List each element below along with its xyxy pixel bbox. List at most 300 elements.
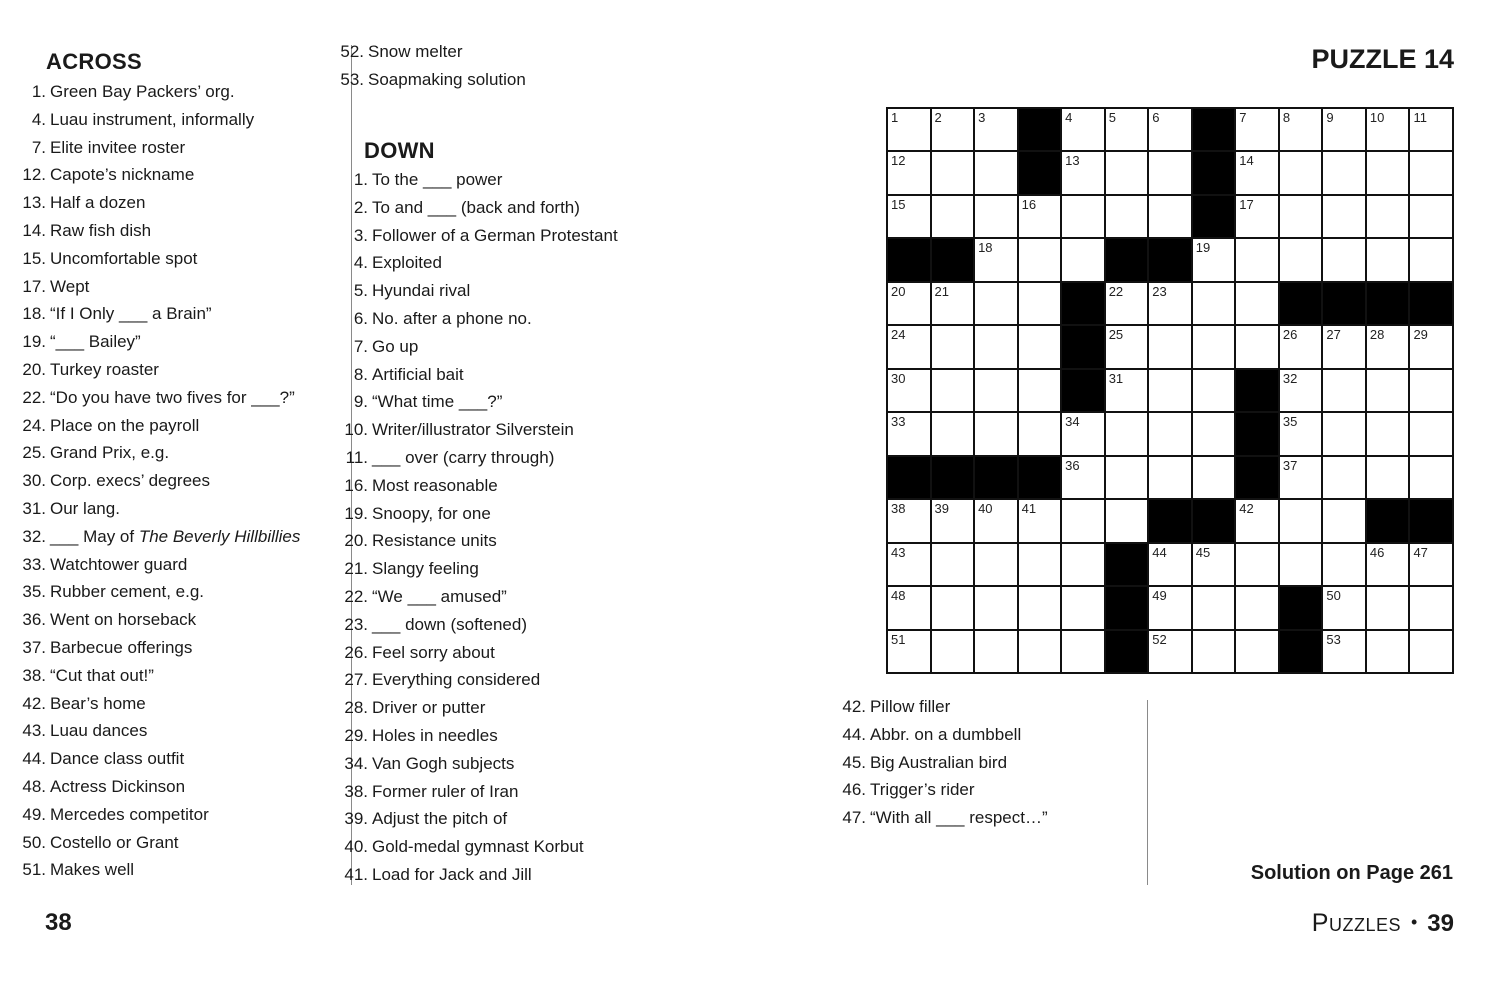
clue-text: “With all ___ respect…” (870, 808, 1048, 828)
clue-number: 4. (31, 109, 46, 129)
grid-cell[interactable] (1149, 544, 1191, 585)
grid-cell[interactable] (932, 283, 974, 324)
clue-number: 22. (344, 586, 368, 606)
grid-cell[interactable] (1193, 370, 1235, 411)
grid-cell-black (1280, 631, 1322, 672)
grid-cell[interactable] (1236, 326, 1278, 367)
clue-item (344, 277, 618, 305)
clue-number: 30. (22, 471, 46, 491)
clue-text: Exploited (372, 253, 442, 273)
grid-cell[interactable] (888, 326, 930, 367)
grid-cell[interactable] (1062, 109, 1104, 150)
grid-cell[interactable] (1106, 109, 1148, 150)
grid-cell[interactable] (1410, 631, 1452, 672)
grid-cell[interactable] (1323, 370, 1365, 411)
clue-number: 19. (344, 503, 368, 523)
grid-cell[interactable] (1149, 587, 1191, 628)
clue-text: ___ down (softened) (372, 614, 527, 634)
grid-cell-black (1062, 370, 1104, 411)
grid-cell[interactable] (1193, 326, 1235, 367)
cell-number: 25 (1108, 327, 1124, 343)
grid-cell[interactable] (1280, 500, 1322, 541)
grid-cell[interactable] (1367, 239, 1409, 280)
grid-cell-black (1062, 283, 1104, 324)
clue-number: 1. (353, 170, 368, 189)
cell-number: 31 (1108, 370, 1124, 386)
grid-cell[interactable] (975, 370, 1017, 411)
grid-cell[interactable] (1062, 239, 1104, 280)
clue-number: 44. (22, 749, 46, 769)
grid-cell[interactable] (1280, 413, 1322, 454)
clue-text: Soapmaking solution (368, 69, 526, 89)
grid-cell[interactable] (1280, 457, 1322, 498)
grid-cell[interactable] (1193, 457, 1235, 498)
grid-cell[interactable] (932, 196, 974, 237)
cell-number: 11 (1413, 110, 1427, 125)
grid-cell[interactable] (1236, 196, 1278, 237)
grid-cell[interactable] (1236, 283, 1278, 324)
grid-cell[interactable] (975, 413, 1017, 454)
grid-cell[interactable] (1367, 587, 1409, 628)
grid-cell[interactable] (1323, 239, 1365, 280)
grid-cell[interactable] (1019, 326, 1061, 367)
grid-cell[interactable] (975, 544, 1017, 585)
cell-number: 6 (1152, 110, 1160, 125)
grid-cell[interactable] (1280, 196, 1322, 237)
clue-number: 3. (353, 225, 368, 245)
clue-item (336, 38, 526, 66)
grid-cell[interactable] (1149, 326, 1191, 367)
grid-cell[interactable] (1323, 457, 1365, 498)
grid-cell-black (1193, 196, 1235, 237)
grid-cell[interactable] (1019, 196, 1061, 237)
grid-cell[interactable] (1149, 457, 1191, 498)
clue-text: Turkey roaster (50, 359, 159, 379)
grid-cell[interactable] (1280, 326, 1322, 367)
clue-number: 5. (353, 281, 368, 301)
clue-item (18, 78, 300, 106)
clue-text: Elite invitee roster (50, 137, 186, 157)
clue-text: “Do you have two fives for ___?” (50, 387, 295, 407)
down-clue-list-continued (842, 693, 1048, 832)
grid-cell[interactable] (1410, 152, 1452, 193)
clue-text: ___ over (carry through) (372, 447, 555, 467)
cell-number: 3 (978, 110, 986, 125)
clue-item (18, 634, 300, 662)
grid-cell-black (1410, 500, 1452, 541)
clue-item (344, 833, 618, 861)
clue-text: Snoopy, for one (372, 503, 491, 523)
clue-item (344, 305, 618, 333)
clue-text: Wept (50, 276, 90, 296)
clue-text: Corp. execs’ degrees (50, 471, 211, 491)
bullet-separator: • (1410, 912, 1418, 932)
clue-item (344, 639, 618, 667)
cell-number: 1 (891, 110, 899, 125)
clue-number: 13. (22, 193, 46, 213)
puzzle-title: PUZZLE 14 (1311, 44, 1454, 74)
cell-number: 39 (934, 501, 949, 517)
grid-cell[interactable] (975, 500, 1017, 541)
clue-number: 21. (344, 559, 368, 579)
down-heading: DOWN (364, 138, 435, 163)
grid-cell-black (1367, 283, 1409, 324)
cell-number: 23 (1152, 283, 1167, 299)
clue-text: Everything considered (372, 670, 541, 690)
cell-number: 48 (891, 588, 906, 604)
grid-cell-black (1106, 631, 1148, 672)
grid-cell[interactable] (1410, 239, 1452, 280)
grid-cell[interactable] (1323, 109, 1365, 150)
clue-number: 34. (344, 753, 368, 773)
clue-text: Barbecue offerings (50, 637, 193, 657)
grid-cell[interactable] (1106, 500, 1148, 541)
grid-cell[interactable] (1149, 370, 1191, 411)
clue-item (344, 444, 618, 472)
grid-cell[interactable] (1367, 152, 1409, 193)
clue-item (336, 66, 526, 94)
clue-text: To and ___ (back and forth) (372, 197, 580, 217)
clue-number: 16. (344, 475, 368, 495)
crossword-grid (886, 107, 1454, 674)
grid-cell[interactable] (1193, 239, 1235, 280)
grid-cell[interactable] (1323, 587, 1365, 628)
clue-item (18, 829, 300, 857)
grid-cell[interactable] (1236, 500, 1278, 541)
grid-cell[interactable] (1106, 152, 1148, 193)
grid-cell[interactable] (1323, 196, 1365, 237)
grid-cell[interactable] (1367, 544, 1409, 585)
grid-cell[interactable] (1410, 457, 1452, 498)
cell-number: 47 (1413, 544, 1428, 560)
cell-number: 18 (978, 240, 993, 256)
clue-text: “What time ___?” (372, 392, 503, 412)
clue-number: 19. (22, 332, 46, 352)
grid-cell[interactable] (1280, 109, 1322, 150)
clue-number: 42. (22, 693, 46, 713)
grid-cell[interactable] (888, 413, 930, 454)
clue-item (18, 300, 300, 328)
grid-cell[interactable] (1062, 413, 1104, 454)
grid-cell[interactable] (1062, 500, 1104, 541)
grid-cell[interactable] (1019, 544, 1061, 585)
grid-cell[interactable] (1019, 283, 1061, 324)
cell-number: 26 (1282, 327, 1298, 343)
clue-item (18, 328, 300, 356)
grid-cell[interactable] (1410, 326, 1452, 367)
grid-cell[interactable] (888, 631, 930, 672)
grid-cell[interactable] (1280, 544, 1322, 585)
clue-item (18, 161, 300, 189)
clue-number: 42. (842, 697, 866, 716)
clue-text: Green Bay Packers’ org. (50, 82, 235, 101)
grid-cell[interactable] (1323, 631, 1365, 672)
grid-cell[interactable] (1019, 413, 1061, 454)
clue-number: 14. (22, 220, 46, 240)
grid-cell-black (1193, 152, 1235, 193)
grid-cell[interactable] (1236, 239, 1278, 280)
grid-cell[interactable] (1410, 109, 1452, 150)
grid-cell[interactable] (1410, 196, 1452, 237)
down-clue-list (344, 166, 618, 889)
clue-number: 49. (22, 804, 46, 824)
grid-cell[interactable] (1280, 370, 1322, 411)
grid-cell[interactable] (932, 500, 974, 541)
grid-cell[interactable] (1367, 326, 1409, 367)
grid-cell[interactable] (1280, 152, 1322, 193)
clue-number: 20. (22, 359, 46, 379)
cell-number: 35 (1282, 414, 1298, 430)
clue-item (18, 773, 300, 801)
clue-item (344, 778, 618, 806)
grid-cell[interactable] (1236, 152, 1278, 193)
grid-cell[interactable] (1323, 152, 1365, 193)
clue-text: Costello or Grant (50, 832, 179, 852)
grid-cell[interactable] (1019, 587, 1061, 628)
clue-item (18, 745, 300, 773)
clue-text: Gold-medal gymnast Korbut (372, 837, 584, 857)
clue-item (842, 749, 1048, 777)
clue-item (18, 856, 300, 884)
grid-cell[interactable] (1062, 152, 1104, 193)
clue-item (18, 551, 300, 579)
grid-cell[interactable] (888, 152, 930, 193)
clue-text: Actress Dickinson (50, 776, 186, 796)
grid-cell[interactable] (1019, 239, 1061, 280)
grid-cell-black (1149, 500, 1191, 541)
grid-cell[interactable] (1410, 587, 1452, 628)
grid-cell[interactable] (1193, 544, 1235, 585)
clue-text: Our lang. (50, 498, 120, 518)
grid-cell[interactable] (1236, 544, 1278, 585)
grid-cell-black (1236, 413, 1278, 454)
clue-text: Makes well (50, 860, 135, 880)
grid-cell[interactable] (1236, 109, 1278, 150)
clue-text: Dance class outfit (50, 749, 185, 769)
grid-cell[interactable] (932, 413, 974, 454)
clue-item (18, 217, 300, 245)
clue-item (344, 722, 618, 750)
grid-cell[interactable] (1062, 631, 1104, 672)
clue-number: 47. (842, 808, 866, 828)
grid-cell[interactable] (975, 196, 1017, 237)
grid-cell[interactable] (1106, 457, 1148, 498)
clue-text: Slangy feeling (372, 559, 479, 579)
grid-cell[interactable] (1323, 413, 1365, 454)
grid-cell[interactable] (1019, 500, 1061, 541)
grid-cell-black (1019, 152, 1061, 193)
clue-item (344, 861, 618, 889)
grid-cell[interactable] (1367, 196, 1409, 237)
grid-cell[interactable] (1367, 413, 1409, 454)
clue-text: “___ Bailey” (50, 332, 141, 352)
grid-cell[interactable] (932, 631, 974, 672)
cell-number: 12 (891, 153, 906, 169)
clue-item (344, 555, 618, 583)
clue-item (344, 666, 618, 694)
grid-cell[interactable] (1149, 631, 1191, 672)
grid-cell[interactable] (975, 152, 1017, 193)
grid-cell[interactable] (1019, 370, 1061, 411)
grid-cell[interactable] (1062, 587, 1104, 628)
grid-cell[interactable] (1367, 631, 1409, 672)
grid-cell[interactable] (1062, 544, 1104, 585)
clue-item (344, 472, 618, 500)
clue-text: ___ May of The Beverly Hillbillies (50, 526, 301, 546)
clue-number: 46. (842, 780, 866, 800)
grid-cell-black (1280, 587, 1322, 628)
grid-cell-black (1236, 457, 1278, 498)
clue-item (344, 416, 618, 444)
cell-number: 15 (891, 196, 906, 212)
clue-text: Watchtower guard (50, 554, 188, 574)
cell-number: 14 (1239, 153, 1254, 169)
grid-cell[interactable] (1149, 152, 1191, 193)
grid-cell[interactable] (1193, 587, 1235, 628)
grid-cell-black (932, 239, 974, 280)
right-page-number: 39 (1427, 910, 1454, 937)
section-name: Puzzles (1311, 909, 1401, 937)
clue-text: Went on horseback (50, 610, 197, 630)
clue-text: Mercedes competitor (50, 804, 209, 824)
grid-cell[interactable] (1367, 457, 1409, 498)
clue-number: 27. (344, 670, 368, 690)
grid-cell[interactable] (1280, 239, 1322, 280)
cell-number: 8 (1282, 110, 1291, 125)
clue-item (18, 134, 300, 162)
clue-item (18, 578, 300, 606)
grid-cell[interactable] (975, 631, 1017, 672)
grid-cell[interactable] (932, 152, 974, 193)
cell-number: 20 (891, 283, 906, 299)
grid-cell[interactable] (1106, 283, 1148, 324)
clue-text: Rubber cement, e.g. (50, 582, 205, 602)
grid-cell[interactable] (888, 587, 930, 628)
clue-text: Adjust the pitch of (372, 809, 508, 829)
grid-cell[interactable] (1193, 283, 1235, 324)
grid-cell[interactable] (888, 370, 930, 411)
grid-cell-black (1106, 239, 1148, 280)
grid-cell-black (1062, 326, 1104, 367)
clue-item (18, 356, 300, 384)
clue-number: 11. (345, 447, 368, 467)
grid-cell[interactable] (975, 326, 1017, 367)
grid-cell[interactable] (888, 196, 930, 237)
grid-cell-black (888, 457, 930, 498)
grid-cell[interactable] (1367, 370, 1409, 411)
clue-number: 9. (353, 392, 368, 412)
across-heading: ACROSS (46, 49, 142, 74)
grid-cell[interactable] (932, 587, 974, 628)
grid-cell[interactable] (1149, 196, 1191, 237)
clue-item (344, 805, 618, 833)
grid-cell[interactable] (975, 283, 1017, 324)
cell-number: 32 (1282, 370, 1298, 386)
clue-text: Abbr. on a dumbbell (870, 724, 1022, 744)
grid-cell[interactable] (1062, 457, 1104, 498)
grid-cell[interactable] (1106, 370, 1148, 411)
clue-item (344, 249, 618, 277)
clue-number: 7. (353, 336, 368, 356)
clue-text: Hyundai rival (372, 281, 471, 301)
clue-item (18, 495, 300, 523)
grid-cell[interactable] (975, 587, 1017, 628)
cell-number: 9 (1326, 110, 1334, 125)
clue-item (344, 750, 618, 778)
grid-cell[interactable] (1236, 587, 1278, 628)
grid-cell[interactable] (1323, 544, 1365, 585)
grid-cell[interactable] (1062, 196, 1104, 237)
clue-item (344, 166, 618, 194)
grid-cell[interactable] (1236, 631, 1278, 672)
grid-cell[interactable] (888, 283, 930, 324)
grid-cell[interactable] (1323, 326, 1365, 367)
grid-cell[interactable] (932, 326, 974, 367)
clue-text: Capote’s nickname (50, 165, 195, 185)
grid-cell[interactable] (932, 370, 974, 411)
grid-cell[interactable] (975, 109, 1017, 150)
cell-number: 50 (1326, 588, 1341, 604)
grid-cell[interactable] (975, 239, 1017, 280)
clue-item (842, 721, 1048, 749)
grid-cell[interactable] (1106, 326, 1148, 367)
grid-cell[interactable] (1149, 413, 1191, 454)
grid-cell[interactable] (932, 109, 974, 150)
cell-number: 52 (1152, 631, 1167, 647)
grid-cell-black (1280, 283, 1322, 324)
grid-cell[interactable] (888, 500, 930, 541)
cell-number: 4 (1065, 110, 1073, 125)
clue-number: 37. (22, 637, 46, 657)
clue-number: 23. (344, 614, 368, 634)
cell-number: 44 (1152, 544, 1167, 560)
grid-cell[interactable] (1410, 370, 1452, 411)
grid-cell[interactable] (1106, 196, 1148, 237)
cell-number: 51 (891, 631, 906, 647)
clue-number: 40. (344, 837, 368, 857)
clue-number: 32. (22, 526, 46, 546)
cell-number: 7 (1239, 110, 1247, 125)
grid-cell[interactable] (1019, 631, 1061, 672)
clue-text: Most reasonable (372, 475, 498, 495)
grid-cell[interactable] (1149, 283, 1191, 324)
grid-cell[interactable] (1193, 631, 1235, 672)
clue-number: 25. (22, 443, 46, 463)
grid-cell[interactable] (1193, 413, 1235, 454)
grid-cell[interactable] (1106, 413, 1148, 454)
clue-item (18, 467, 300, 495)
clue-text: Artificial bait (372, 364, 464, 384)
grid-cell[interactable] (888, 109, 930, 150)
grid-cell-black (1193, 109, 1235, 150)
clue-item (18, 106, 300, 134)
clue-text: Raw fish dish (50, 220, 152, 240)
grid-cell[interactable] (1367, 109, 1409, 150)
grid-cell[interactable] (1410, 544, 1452, 585)
grid-cell[interactable] (1149, 109, 1191, 150)
clue-text: “Cut that out!” (50, 665, 154, 685)
grid-cell[interactable] (888, 544, 930, 585)
cell-number: 16 (1021, 196, 1037, 212)
right-page-footer (1312, 909, 1454, 938)
clue-number: 1. (31, 82, 46, 101)
clue-number: 15. (22, 248, 46, 268)
grid-cell[interactable] (1410, 413, 1452, 454)
clue-number: 26. (344, 642, 368, 662)
grid-cell[interactable] (1323, 500, 1365, 541)
clue-number: 45. (842, 752, 866, 772)
grid-cell[interactable] (932, 544, 974, 585)
